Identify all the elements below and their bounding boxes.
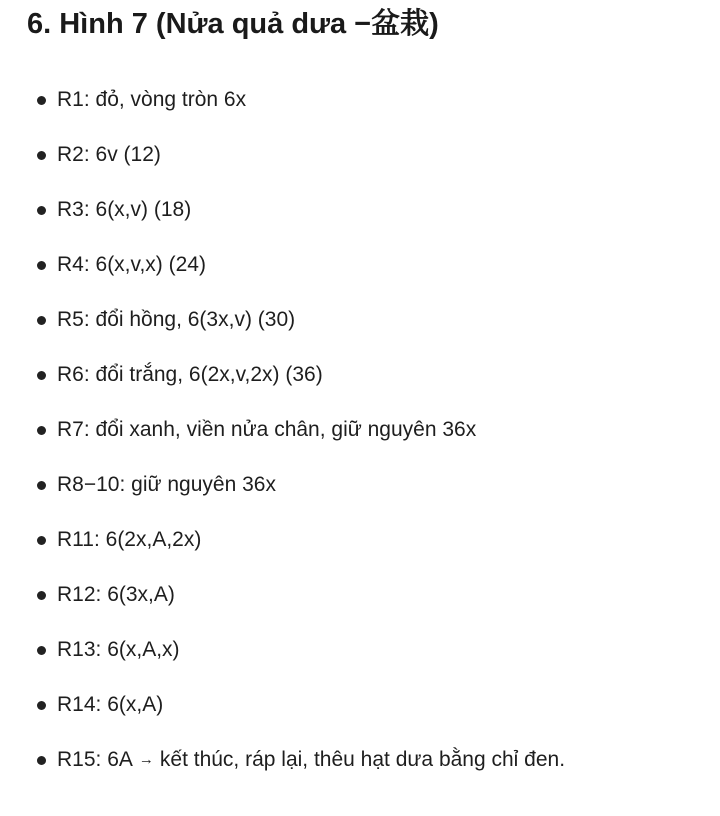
step-text: R5: đổi hồng, 6(3x,v) (30) <box>57 307 296 331</box>
step-text: R3: 6(x,v) (18) <box>57 197 192 221</box>
step-text: R7: đổi xanh, viền nửa chân, giữ nguyên 36x <box>57 417 477 441</box>
step-text: R8−10: giữ nguyên 36x <box>57 472 276 496</box>
step-text: R12: 6(3x,A) <box>57 582 175 606</box>
bullet-icon <box>37 701 46 710</box>
arrow-right-icon: → <box>138 750 154 768</box>
step-text: R13: 6(x,A,x) <box>57 637 180 661</box>
step-text: R14: 6(x,A) <box>57 692 164 716</box>
bullet-icon <box>37 371 46 380</box>
bullet-icon <box>37 261 46 270</box>
bullet-icon <box>37 756 46 765</box>
step-text: R4: 6(x,v,x) (24) <box>57 252 206 276</box>
step-text: R1: đỏ, vòng tròn 6x <box>57 87 247 111</box>
bullet-icon <box>37 536 46 545</box>
step-text: R11: 6(2x,A,2x) <box>57 527 202 551</box>
step-text: R6: đổi trắng, 6(2x,v,2x) (36) <box>57 362 323 386</box>
bullet-icon <box>37 151 46 160</box>
step-text-end: kết thúc, ráp lại, thêu hạt dưa bằng chỉ đen. <box>159 747 566 771</box>
bullet-icon <box>37 646 46 655</box>
step-text <box>57 746 565 774</box>
bullet-icon <box>37 316 46 325</box>
bullet-icon <box>37 96 46 105</box>
bullet-icon <box>37 206 46 215</box>
step-text-start: R15: 6A <box>57 747 133 771</box>
bullet-icon <box>37 481 46 490</box>
bullet-icon <box>37 426 46 435</box>
section-heading: 6. Hình 7 (Nửa quả dưa −盆栽) <box>27 8 439 40</box>
step-text: R2: 6v (12) <box>57 142 161 166</box>
bullet-icon <box>37 591 46 600</box>
